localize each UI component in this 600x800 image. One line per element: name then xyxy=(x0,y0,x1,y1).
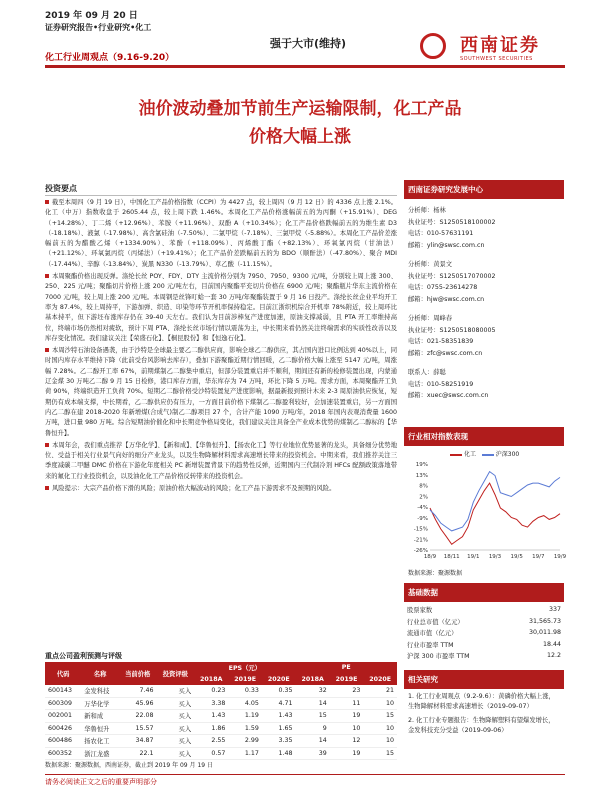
basic-data-table xyxy=(404,604,564,662)
table-cell: 12 xyxy=(330,735,364,748)
table-cell: 华鲁恒升 xyxy=(81,722,119,735)
summary-paragraph: 本周沙特石油设备遇袭，由于沙特是全球最主要乙二醇供应商，影响全球乙二醇供应，其占国内进口比例达到 40%以上，同时国内库存水平维持下降（此前受台风影响去库存），叠加下游聚酯近期行情回暖，乙二醇价格大幅上涨至 5147 元/吨，周涨幅 7.28%。乙二醇开工率 67%，前期煤制乙二醇集中重启，但部分装置重启并不顺利，期间还有新的检修装置出现，内蒙通辽金煤 30 万吨乙二醇 9 月 15 日检修，港口库存方面，华东库存为 74 万吨，环比下降 5 万吨。需求方面，本周聚酯开工负荷 90%，终端织造开工负荷 70%。短期乙二醇价格受沙特装置复产进度影响，据最新报到预计木来 2-3 周原油供应恢复，短期仍有成本端支撑，中长期看，乙二醇供应仍有压力，一方面目前价格下煤制乙二醇盈利较好，会加速装置重启，另一方面国内乙二醇在建 2018-2020 年新增煤(合成气)制乙二醇项目 27 个，合计产能 1090 万吨/年，2018 年国内表观消费量 1600 万吨，进口量 980 万吨。综合短期油价催化和中长期竞争格局变化，我们建议关注具备全产业成本优势的煤制乙二醇标的【华鲁恒升】。 xyxy=(45,347,397,437)
table-row xyxy=(45,747,397,760)
sub-col: 2020E xyxy=(363,674,397,686)
table-cell: 2.99 xyxy=(228,735,262,748)
analyst-entry xyxy=(408,313,560,359)
table-cell: 4.71 xyxy=(262,697,296,710)
table-cell: 34.87 xyxy=(119,735,157,748)
basic-data-row xyxy=(404,616,564,628)
related-list xyxy=(404,689,564,743)
col-name: 名称 xyxy=(81,662,119,685)
legend-label: 沪深300 xyxy=(495,451,520,458)
table-cell: 3.38 xyxy=(194,697,228,710)
basic-data-label: 沪深 300 市盈率 TTM xyxy=(407,653,470,661)
basic-data-value: 337 xyxy=(548,606,561,614)
table-cell: 45.96 xyxy=(119,697,157,710)
bullet-icon xyxy=(45,486,49,490)
table-cell: 15.57 xyxy=(119,722,157,735)
related-section xyxy=(404,670,564,743)
table-cell: 0.57 xyxy=(194,747,228,760)
analyst-email[interactable]: 邮箱：hjw@swsc.com.cn xyxy=(408,295,485,303)
table-cell: 10 xyxy=(363,735,397,748)
y-tick-label: -9% xyxy=(417,515,428,522)
stock-table-source: 数据来源：聚源数据，西南证券，截止到 2019 年 09 月 19 日 xyxy=(45,762,213,769)
col-price: 当前价格 xyxy=(119,662,157,685)
report-type: 证券研究报告•行业研究•化工 xyxy=(45,23,152,32)
analyst-license: 执业证号：S1250518080005 xyxy=(408,326,496,334)
y-tick-label: 19% xyxy=(415,462,428,468)
title-line-1: 油价波动叠加节前生产运输限制，化工产品 xyxy=(138,99,462,119)
table-cell: 7.46 xyxy=(119,685,157,697)
related-item[interactable]: 2. 化工行业专题报告：生物降解塑料有望爆发增长，金发科技充分受益（2019-09-06） xyxy=(408,717,555,734)
basic-data-label: 股票家数 xyxy=(407,607,433,615)
basic-data-row xyxy=(404,627,564,639)
table-cell: 9 xyxy=(296,722,330,735)
table-cell: 32 xyxy=(296,685,330,697)
table-cell: 10 xyxy=(363,697,397,710)
y-tick-label: -15% xyxy=(413,526,428,533)
analyst-email[interactable]: 邮箱：ylin@swsc.com.cn xyxy=(408,241,485,249)
analyst-license: 执业证号：S1250517070002 xyxy=(408,272,496,280)
table-cell: 0.23 xyxy=(194,685,228,697)
table-cell: 23 xyxy=(330,685,364,697)
table-cell: 0.35 xyxy=(262,685,296,697)
analyst-phone: 电话：010-58251919 xyxy=(408,380,474,388)
summary-paragraph: 本周聚酯价格出现反弹。涤纶长丝 POY、FDY、DTY 主流价格分别为 7950、7950、9300 元/吨，分别较上周上涨 300、250、225 元/吨；聚酯切片价格上涨 200 元/吨左右，目前国内聚酯平充切片价格在 6900 元/吨；聚酯瓶片华东主流价格在 7000 元/吨，较上周上涨 200 元/吨。本周钢是丝锋叮蛤一套 30 万吨/年聚酯装置于 9 月 16 日投产。涤纶长丝企业平均开工率为 87.4%，较上周持平，下游加弹、织造、印染等环节开机率保持稳定。目前江浙织机综合开机率 78%附近，较上周环比基本持平，但下游坯布涨库存仍在 39-40 天左右。我们认为目前涉棒复产进度加速，原油支撑减弱，且 PTA 开工率维持高位，终端市场仍然相对疲软，预计下周 PTA、涤纶长丝市场行情以震荡为主，中长期来看仍然关注终端需求的实质性改善以及库存变化情况。我们建议关注【荣盛石化】、【桐昆股份】和【恒逸石化】。 xyxy=(45,273,397,342)
table-cell: 4.05 xyxy=(228,697,262,710)
legend-label: 化工 xyxy=(464,451,477,458)
analyst-phone: 电话：010-57631191 xyxy=(408,230,474,237)
analyst-phone: 电话：021-58351839 xyxy=(408,338,474,345)
table-row xyxy=(45,722,397,735)
col-eps: EPS（元） xyxy=(194,662,295,674)
table-row xyxy=(45,697,397,710)
y-tick-label: -21% xyxy=(413,537,428,544)
analyst-role: 分析师：周峰春 xyxy=(408,315,453,322)
chart-section xyxy=(404,427,564,446)
table-cell: 19 xyxy=(330,710,364,723)
table-cell: 19 xyxy=(330,747,364,760)
basic-data-value: 30,011.98 xyxy=(528,629,561,637)
table-cell: 21 xyxy=(363,685,397,697)
x-tick-label: 19/5 xyxy=(510,554,523,560)
table-cell: 1.48 xyxy=(262,747,296,760)
basic-data-value: 31,565.73 xyxy=(528,617,561,625)
sub-col: 2018A xyxy=(296,674,330,686)
col-code: 代码 xyxy=(45,662,81,685)
header-divider xyxy=(45,65,565,68)
x-tick-label: 19/7 xyxy=(532,554,545,560)
analyst-role: 联系人：薛聪 xyxy=(408,369,446,376)
analyst-email[interactable]: 邮箱：xuec@swsc.com.cn xyxy=(408,392,489,399)
x-tick-label: 19/9 xyxy=(553,554,567,560)
weekly-label: 化工行业周观点（9.16-9.20） xyxy=(45,53,175,63)
basic-data-heading: 基础数据 xyxy=(404,583,564,602)
table-cell: 浙江龙盛 xyxy=(81,747,119,760)
analyst-email[interactable]: 邮箱：zfc@swsc.com.cn xyxy=(408,349,483,357)
logo-icon xyxy=(420,33,446,59)
chart-legend xyxy=(450,449,519,458)
y-tick-label: 2% xyxy=(419,494,428,501)
chart-heading: 行业相对指数表现 xyxy=(404,427,564,446)
team-section xyxy=(404,180,564,410)
table-cell: 2.55 xyxy=(194,735,228,748)
sub-col: 2018A xyxy=(194,674,228,686)
analyst-role: 分析师：黄景文 xyxy=(408,261,453,268)
logo-subtext: SOUTHWEST SECURITIES xyxy=(460,56,533,62)
stock-table-heading: 重点公司盈利预测与评级 xyxy=(45,652,122,660)
table-cell: 1.43 xyxy=(194,710,228,723)
y-tick-label: -26% xyxy=(413,548,428,554)
table-cell: 新和成 xyxy=(81,710,119,723)
basic-data-label: 行业市盈率 TTM xyxy=(407,641,454,649)
table-cell: 15 xyxy=(363,747,397,760)
table-cell: 万华化学 xyxy=(81,697,119,710)
table-cell: 1.65 xyxy=(262,722,296,735)
table-cell: 600426 xyxy=(45,722,81,735)
col-rating: 投资评级 xyxy=(157,662,195,685)
basic-data-value: 12.2 xyxy=(546,652,561,660)
analyst-entry xyxy=(408,367,560,402)
x-tick-label: 19/3 xyxy=(488,554,502,560)
table-cell: 1.43 xyxy=(262,710,296,723)
relative-index-chart xyxy=(404,458,567,565)
bullet-icon xyxy=(45,348,49,352)
analyst-license: 执业证号：S1250518100002 xyxy=(408,218,496,226)
y-tick-label: -4% xyxy=(417,505,428,511)
related-item[interactable]: 1. 化工行业周观点（9.2-9.6）：黄磷价格大幅上涨，生物降解材料需求高速增长（2019-09-07） xyxy=(408,693,555,710)
x-tick-label: 18/11 xyxy=(443,554,460,560)
analyst-entry xyxy=(408,259,560,305)
table-cell: 10 xyxy=(330,722,364,735)
sub-col: 2019E xyxy=(228,674,262,686)
table-cell: 600309 xyxy=(45,697,81,710)
legend-swatch xyxy=(482,454,494,456)
series-line-chemical xyxy=(430,483,560,544)
sub-col: 2020E xyxy=(262,674,296,686)
summary-body xyxy=(45,198,397,496)
table-cell: 600143 xyxy=(45,685,81,697)
table-cell: 买入 xyxy=(157,697,195,710)
basic-data-row xyxy=(404,604,564,616)
stock-table xyxy=(45,662,397,760)
report-title xyxy=(60,95,540,151)
table-cell: 14 xyxy=(296,697,330,710)
summary-paragraph: 本周年会，我们重点推荐【万华化学】、【新和成】、【华鲁恒升】、【扬农化工】等行业地位优势显著的龙头，具备细分优势地位、受益于相关行业景气向好的细分产业龙头，以及生物降解材料需求高速增长带来的投资机会。中期来看，我们推荐关注三季度减碳二甲醚 DMC 价格在下游化年度相关 PC 新增装置背景下的趋势性反弹，近期国内三代制冷剂 HFCs 配额政策落地带来的氟化工行业投资机会，以及油化化工产品价格反转带来的投资机会。 xyxy=(45,441,397,480)
table-row xyxy=(45,710,397,723)
x-tick-label: 18/9 xyxy=(423,554,437,560)
analyst-phone: 电话：0755-23614278 xyxy=(408,284,478,291)
table-cell: 1.17 xyxy=(228,747,262,760)
bullet-icon xyxy=(45,200,49,204)
title-line-2: 价格大幅上涨 xyxy=(249,127,351,147)
table-row xyxy=(45,685,397,697)
table-cell: 22.1 xyxy=(119,747,157,760)
series-line-csi300 xyxy=(430,472,560,531)
table-cell: 10 xyxy=(363,722,397,735)
basic-data-value: 18.44 xyxy=(542,640,561,648)
related-heading: 相关研究 xyxy=(404,670,564,689)
table-cell: 15 xyxy=(363,710,397,723)
summary-heading: 投资要点 xyxy=(45,184,77,193)
table-cell: 15 xyxy=(296,710,330,723)
table-cell: 1.59 xyxy=(228,722,262,735)
bullet-icon xyxy=(45,443,49,447)
x-tick-label: 19/1 xyxy=(467,554,480,560)
y-tick-label: 8% xyxy=(419,483,428,490)
analyst-role: 分析师：杨林 xyxy=(408,207,446,214)
table-cell: 600352 xyxy=(45,747,81,760)
legend-swatch xyxy=(450,454,462,456)
table-cell: 22.08 xyxy=(119,710,157,723)
footer-disclaimer: 请务必阅读正文之后的重要声明部分 xyxy=(45,778,157,786)
chart-source: 数据来源：聚源数据 xyxy=(408,570,463,577)
team-heading: 西南证券研究发展中心 xyxy=(404,180,564,199)
analyst-list xyxy=(404,199,564,402)
table-cell: 金发科技 xyxy=(81,685,119,697)
basic-data-label: 流通市值（亿元） xyxy=(407,630,458,638)
table-row xyxy=(45,735,397,748)
summary-divider xyxy=(45,195,397,196)
report-date: 2019 年 09 月 20 日 xyxy=(45,11,138,21)
summary-paragraph: 风险提示：大宗产品价格下滑的风险；原油价格大幅波动的风险；化工产品下游需求不及预期的风险。 xyxy=(45,484,397,494)
sub-col: 2019E xyxy=(330,674,364,686)
table-cell: 1.86 xyxy=(194,722,228,735)
analyst-entry xyxy=(408,205,560,251)
table-cell: 买入 xyxy=(157,710,195,723)
table-cell: 买入 xyxy=(157,747,195,760)
basic-data-label: 行业总市值（亿元） xyxy=(407,618,464,626)
table-cell: 600486 xyxy=(45,735,81,748)
table-cell: 买入 xyxy=(157,722,195,735)
footer-divider xyxy=(45,774,565,775)
col-pe: PE xyxy=(296,662,397,674)
table-cell: 39 xyxy=(296,747,330,760)
logo-text: 西南证券 xyxy=(460,35,540,56)
summary-paragraph: 截至本周四（9 月 19 日），中国化工产品价格指数（CCPI）为 4427 点，较上周四（9 月 12 日）的 4336 点上涨 2.1%。化工（中万）指数收盘于 2605.44 点，较上周下跌 1.46%。本周化工产品价格涨幅前五的为丙酮（+15.91%）、DEG（+14.28%）、丁二烯（+12.96%）、苯胺（+11.96%）、双酚 A（+10.34%）；化工产品价格跌幅前五的为维生素 D3（-18.18%）、液氯（-17.98%）、高含氯硅油（-7.50%）、二氯甲烷（-7.18%）、三氯甲烷（-5.88%）。本周化工产品价差涨幅前五的为醋酸乙烯（+1334.90%）、苯酚（+118.09%）、丙烯酸丁酯（+82.13%）、环氧氯丙烷（甘油法）（+21.12%）、环氧氯丙烷（丙烯法）（+19.41%）；化工产品价差跌幅前五的为 BDO（顺酐法）（-47.80%）、聚合 MDI（-17.44%）、辛醇（-13.84%）、炭黑 N330（-13.79%）、草乙酸（-11.15%）。 xyxy=(45,199,397,268)
table-cell: 买入 xyxy=(157,685,195,697)
bullet-icon xyxy=(45,274,49,278)
table-cell: 扬农化工 xyxy=(81,735,119,748)
table-cell: 11 xyxy=(330,697,364,710)
table-cell: 14 xyxy=(296,735,330,748)
table-cell: 买入 xyxy=(157,735,195,748)
y-tick-label: 13% xyxy=(415,472,428,479)
table-cell: 3.35 xyxy=(262,735,296,748)
table-cell: 002001 xyxy=(45,710,81,723)
table-cell: 1.19 xyxy=(228,710,262,723)
basic-data-row xyxy=(404,650,564,662)
table-cell: 0.33 xyxy=(228,685,262,697)
basic-data-row xyxy=(404,639,564,651)
industry-rating: 强于大市(维持) xyxy=(270,37,347,50)
basic-data-section xyxy=(404,583,564,662)
